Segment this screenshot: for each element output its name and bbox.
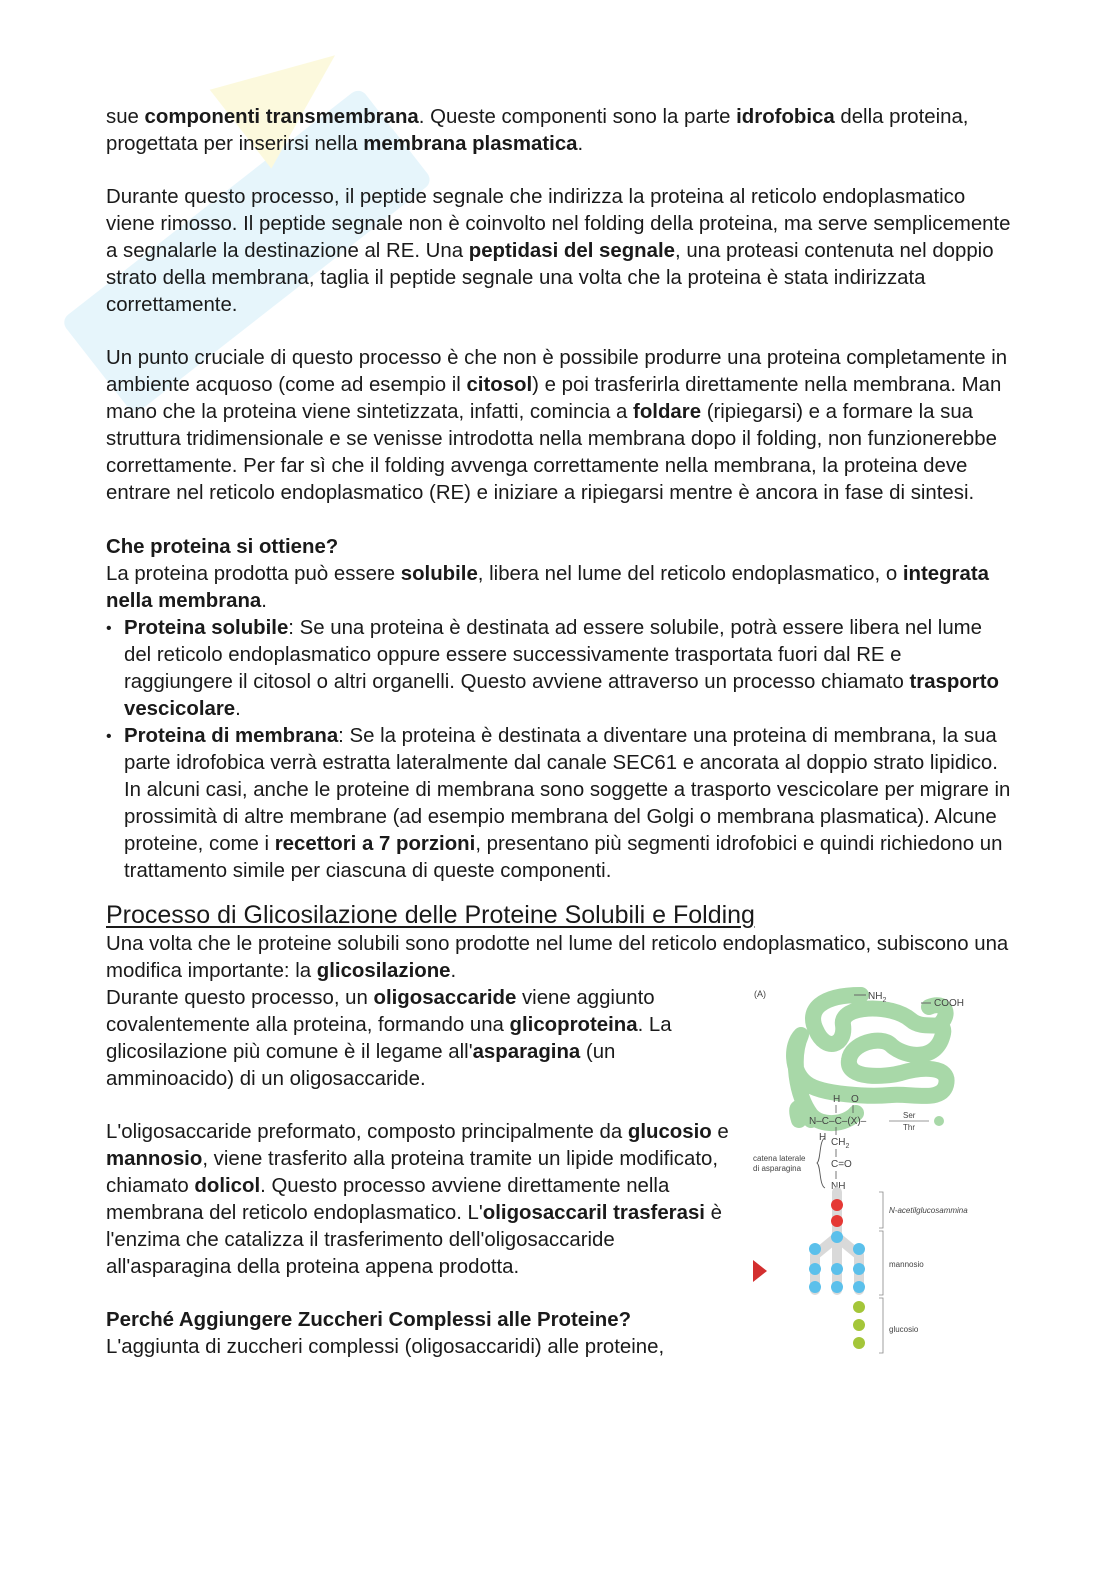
glucose-sugar bbox=[853, 1319, 865, 1331]
paragraph-folding: Un punto cruciale di questo processo è che non è possibile produrre una proteina completamente in ambiente acquoso (come ad esempio il citosol) e poi trasferirla direttamente nella membrana. Man mano che la proteina viene sintetizzata, infatti, comincia a foldare (ripiegarsi) e a formare la sua struttura tridimensionale e se venisse introdotta nella membrana dopo il folding, non funzionerebbe correttamente. Per far sì che il folding avvenga correttamente nella membrana, la proteina deve entrare nel reticolo endoplasmatico (RE) e iniziare a ripiegarsi mentre è ancora in fase di sintesi. bbox=[106, 347, 1008, 504]
side-chain-label-line2: di asparagina bbox=[753, 1164, 802, 1173]
paragraph-glycosylation-intro: Una volta che le proteine solubili sono prodotte nel lume del reticolo endoplasmatico, subiscono una modifica importante: la glicosilazione. bbox=[106, 933, 1009, 982]
nacetylglucosamine-sugar bbox=[831, 1199, 843, 1211]
nh-label: NH bbox=[831, 1181, 846, 1192]
document-body bbox=[106, 104, 1011, 1361]
side-chain-label-line1: catena laterale bbox=[753, 1154, 806, 1163]
nh2-label: $NH_2$ bbox=[868, 991, 887, 1004]
section-title-glycosylation: Processo di Glicosilazione delle Proteine Solubili e Folding bbox=[106, 901, 755, 929]
mannose-sugar bbox=[809, 1281, 821, 1293]
glucose-label: glucosio bbox=[889, 1325, 919, 1334]
chain-junction-left bbox=[794, 1116, 804, 1126]
protein-chain bbox=[794, 995, 947, 1123]
cleavage-arrow-icon bbox=[753, 1260, 767, 1282]
h-top-label: H bbox=[833, 1094, 841, 1105]
h-bottom-label: H bbox=[819, 1132, 827, 1143]
paragraph-dolichol: L'oligosaccaride preformato, composto principalmente da glucosio e mannosio, viene trasferito alla proteina tramite un lipide modificato, chiamato dolicol. Questo processo avviene direttamente nella membrana del reticolo endoplasmatico. L'oligosaccaril trasferasi è l'enzima che catalizza il trasferimento dell'oligosaccaride all'asparagina della proteina appena prodotta. bbox=[106, 1121, 729, 1278]
mannose-sugar bbox=[831, 1231, 843, 1243]
glycosylation-section bbox=[106, 985, 1011, 1361]
paragraph-signal-peptide: Durante questo processo, il peptide segnale che indirizza la proteina al reticolo endoplasmatico viene rimosso. Il peptide segnale non è coinvolto nel folding della proteina, ma serve semplicemente a segnalarle la destinazione al RE. Una peptidasi del segnale, una proteasi contenuta nel doppio strato della membrana, taglia il peptide segnale una volta che la proteina è stata indirizzata correttamente. bbox=[106, 186, 1011, 316]
mannose-sugar bbox=[831, 1281, 843, 1293]
paragraph-oligosaccharide: Durante questo processo, un oligosaccaride viene aggiunto covalentemente alla proteina, formando una glicoproteina. La glicosilazione più comune è il legame all'asparagina (un amminoacido) di un oligosaccaride. bbox=[106, 987, 672, 1090]
cooh-label: COOH bbox=[934, 998, 964, 1009]
glucose-sugar bbox=[853, 1337, 865, 1349]
glucose-sugar bbox=[853, 1301, 865, 1313]
mannose-sugar bbox=[853, 1281, 865, 1293]
mannose-sugar bbox=[809, 1243, 821, 1255]
ser-label: Ser bbox=[903, 1111, 916, 1120]
paragraph-protein-types: La proteina prodotta può essere solubile, libera nel lume del reticolo endoplasmatico, o integrata nella membrana. bbox=[106, 563, 989, 612]
thr-label: Thr bbox=[903, 1123, 915, 1132]
nacetyl-bracket bbox=[879, 1192, 883, 1228]
mannose-sugar bbox=[853, 1263, 865, 1275]
co-label: C=O bbox=[831, 1159, 852, 1170]
mannose-bracket bbox=[879, 1231, 883, 1295]
list-item-soluble-protein: • Proteina solubile: Se una proteina è destinata ad essere solubile, potrà essere libera nel lume del reticolo endoplasmatico oppure essere successivamente trasportata fuori dal RE e raggiungere il citosol o altri organelli. Questo avviene attraverso un processo chiamato trasporto vescicolare. bbox=[106, 615, 1011, 723]
glycoprotein-figure bbox=[751, 985, 1011, 1365]
paragraph-transmembrane: sue componenti transmembrana. Queste componenti sono la parte idrofobica della proteina, progettata per inserirsi nella membrana plasmatica. bbox=[106, 106, 969, 155]
side-chain-brace bbox=[817, 1138, 825, 1188]
glucose-bracket bbox=[879, 1298, 883, 1353]
mannose-sugar bbox=[809, 1263, 821, 1275]
list-item-membrane-protein: • Proteina di membrana: Se la proteina è destinata a diventare una proteina di membrana, la sua parte idrofobica verrà estratta lateralmente dal canale SEC61 e ancorata al doppio strato lipidico. In alcuni casi, anche le proteine di membrana sono soggette a trasporto vescicolare per migrare in prossimità di altre membrane (ad esempio membrana del Golgi o membrana plasmatica). Alcune proteine, come i recettori a 7 porzioni, presentano più segmenti idrofobici e quindi richiedono un trattamento simile per ciascuna di queste componenti. bbox=[106, 723, 1011, 885]
mannose-sugar bbox=[853, 1243, 865, 1255]
nacetylglucosamine-label: N-acetilglucosammina bbox=[889, 1206, 968, 1215]
question-heading-sugars: Perché Aggiungere Zuccheri Complessi alle Proteine? bbox=[106, 1309, 632, 1331]
ch2-label: $CH_2$ bbox=[831, 1137, 850, 1150]
glycoprotein-diagram bbox=[751, 985, 1011, 1365]
backbone-label: N–C–C–(X)– bbox=[809, 1116, 867, 1127]
mannose-sugar bbox=[831, 1263, 843, 1275]
nacetylglucosamine-sugar bbox=[831, 1215, 843, 1227]
protein-types-list bbox=[106, 615, 1011, 885]
figure-panel-label: (A) bbox=[754, 989, 766, 999]
mannose-label: mannosio bbox=[889, 1260, 924, 1269]
chain-junction-right bbox=[934, 1116, 944, 1126]
question-heading-protein: Che proteina si ottiene? bbox=[106, 536, 339, 558]
o-top-label: O bbox=[851, 1094, 859, 1105]
paragraph-sugars: L'aggiunta di zuccheri complessi (oligosaccaridi) alle proteine, bbox=[106, 1336, 665, 1358]
glycosylation-text-column bbox=[106, 985, 734, 1361]
